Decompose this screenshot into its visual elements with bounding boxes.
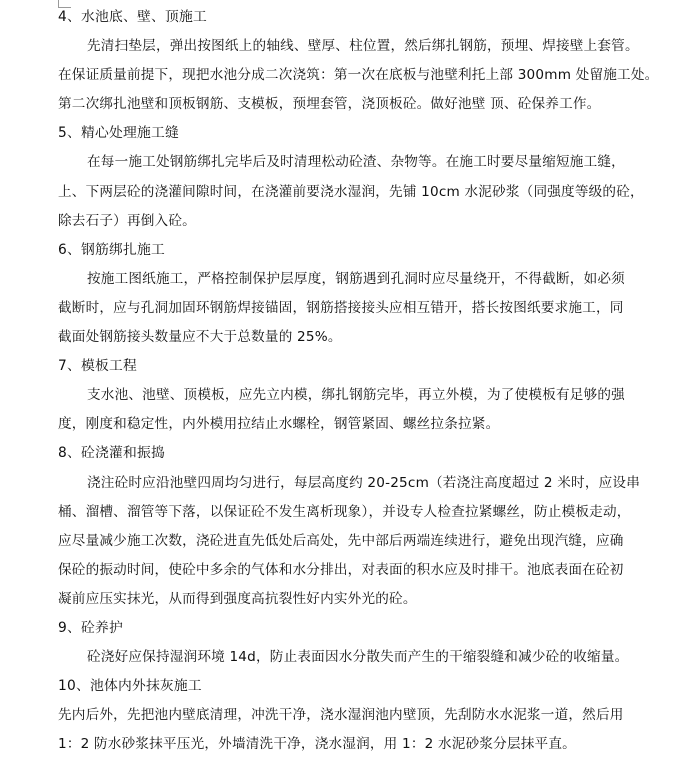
paragraph-line: 按施工图纸施工，严格控制保护层厚度，钢筋遇到孔洞时应尽量绕开，不得截断，如必须 xyxy=(87,270,625,287)
paragraph-line: 凝前应压实抹光，从而得到强度高抗裂性好内实外光的砼。 xyxy=(58,590,417,607)
section-heading: 10、池体内外抹灰施工 xyxy=(58,678,202,695)
paragraph-line: 第二次绑扎池壁和顶板钢筋、支模板，预埋套管，浇顶板砼。做好池壁 顶、砼保养工作。 xyxy=(58,96,601,113)
section-heading: 6、钢筋绑扎施工 xyxy=(58,241,165,258)
section-heading: 5、精心处理施工缝 xyxy=(58,125,179,142)
document-body xyxy=(58,3,674,759)
paragraph-line: 1：2 防水砂浆抹平压光，外墙清洗干净，浇水湿润，用 1：2 水泥砂浆分层抹平直。 xyxy=(58,736,576,753)
paragraph-line: 先内后外，先把池内壁底清理，冲洗干净，浇水湿润池内壁顶，先刮防水水泥浆一道，然后用 xyxy=(58,707,624,724)
paragraph-line: 在保证质量前提下，现把水池分成二次浇筑：第一次在底板与池壁利托上部 300mm 处留施工处。 xyxy=(58,67,659,84)
paragraph-line: 度，刚度和稳定性，内外模用拉结止水螺栓，钢管紧固、螺丝拉条拉紧。 xyxy=(58,416,500,433)
section-heading: 9、砼养护 xyxy=(58,619,123,636)
section-heading: 4、水池底、壁、顶施工 xyxy=(58,9,207,25)
paragraph-line: 支水池、池壁、顶模板，应先立内模，绑扎钢筋完毕，再立外模，为了使模板有足够的强 xyxy=(87,387,625,404)
section-heading: 8、砼浇灌和振捣 xyxy=(58,445,165,462)
paragraph-line: 桶、溜槽、溜管等下落，以保证砼不发生离析现象），并设专人检查拉紧螺丝，防止模板走动， xyxy=(58,503,631,520)
paragraph-line: 浇注砼时应沿池壁四周均匀进行，每层高度约 20-25cm（若浇注高度超过 2 米时，应设串 xyxy=(87,474,641,491)
paragraph-line: 应尽量减少施工次数，浇砼进直先低处后高处，先中部后两端连续进行，避免出现汽缝，应确 xyxy=(58,532,624,549)
paragraph-line: 截断时，应与孔洞加固环钢筋焊接锚固，钢筋搭接接头应相互错开，搭长按图纸要求施工，同 xyxy=(58,299,624,316)
paragraph-line: 除去石子）再倒入砼。 xyxy=(58,212,196,229)
paragraph-line: 上、下两层砼的浇灌间隙时间，在浇灌前要浇水湿润，先铺 10cm 水泥砂浆（同强度等级的砼， xyxy=(58,183,644,200)
paragraph-line: 保砼的振动时间，使砼中多余的气体和水分排出，对表面的积水应及时排干。池底表面在砼初 xyxy=(58,561,624,578)
paragraph-line: 砼浇好应保持湿润环境 14d，防止表面因水分散失而产生的干缩裂缝和减少砼的收缩量。 xyxy=(87,649,629,666)
paragraph-line: 在每一施工处钢筋绑扎完毕后及时清理松动砼渣、杂物等。在施工时要尽量缩短施工缝， xyxy=(87,154,625,171)
paragraph-line: 先清扫垫层，弹出按图纸上的轴线、壁厚、柱位置，然后绑扎钢筋，预埋、焊接壁上套管。 xyxy=(87,38,639,55)
section-heading: 7、模板工程 xyxy=(58,358,137,375)
paragraph-line: 截面处钢筋接头数量应不大于总数量的 25%。 xyxy=(58,329,342,346)
